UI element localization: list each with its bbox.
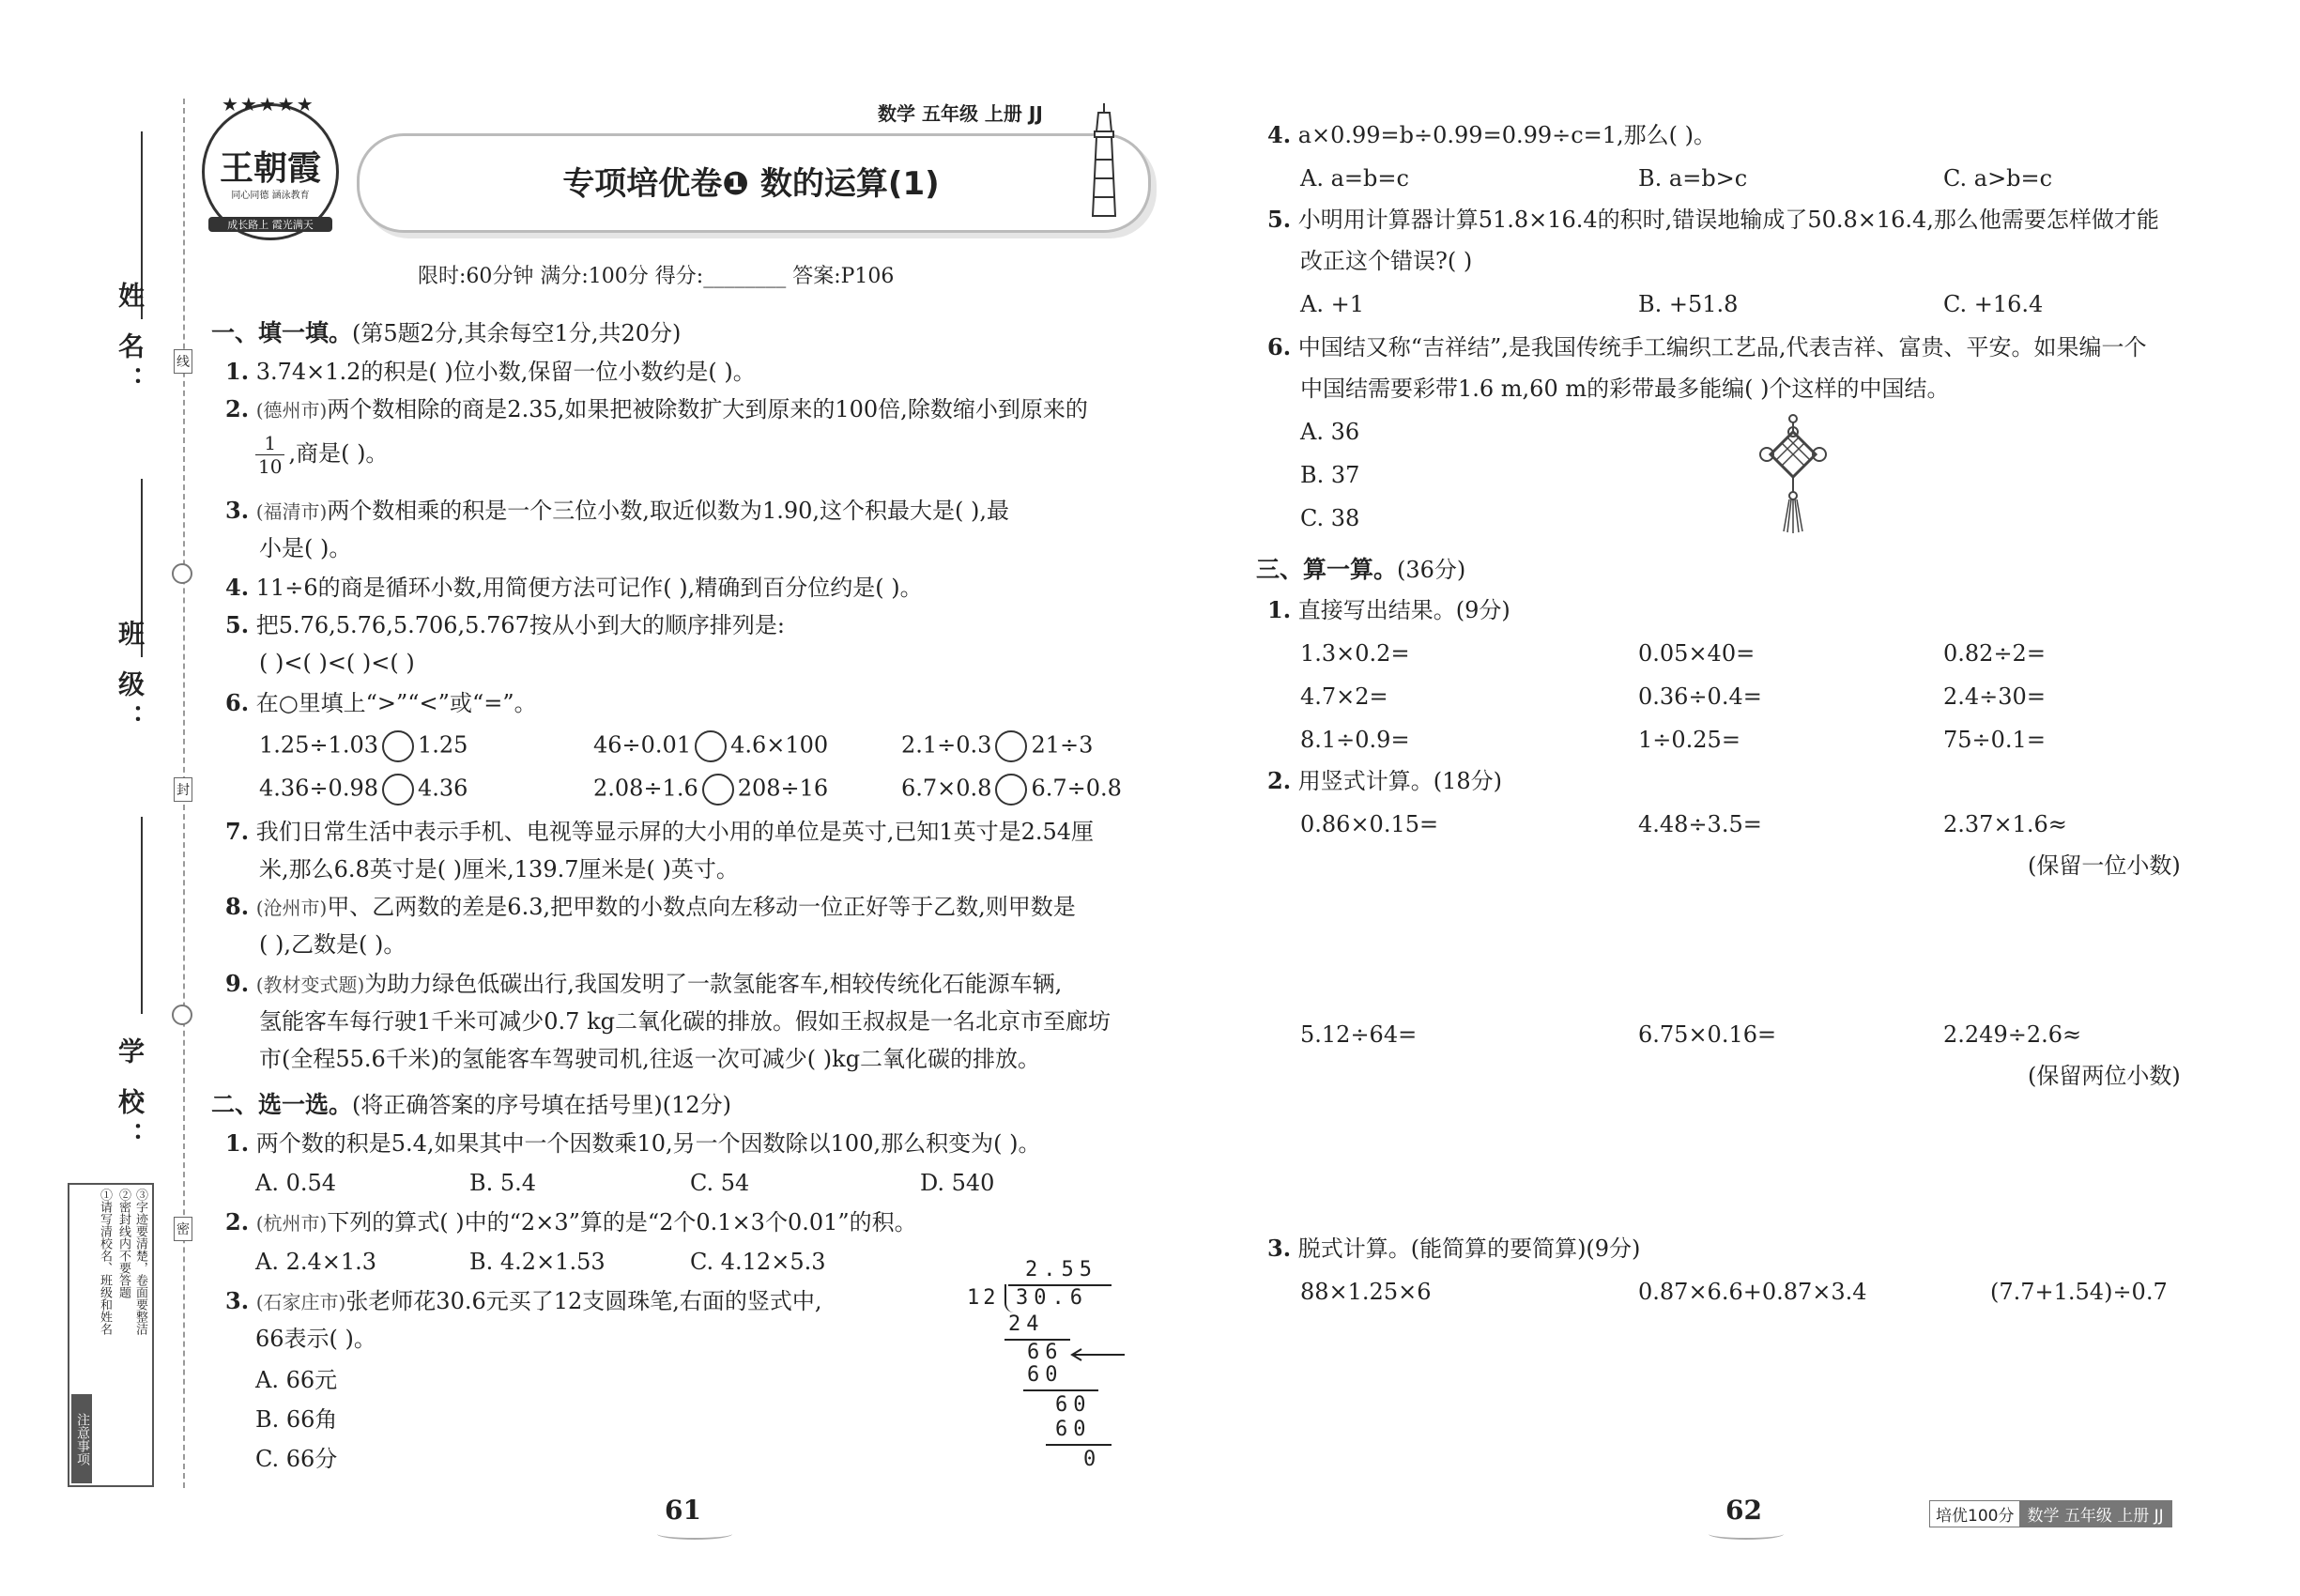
division-row: 66 [1027, 1341, 1064, 1364]
seal-char-feng: 封 [174, 777, 192, 802]
section-1-heading [211, 319, 681, 347]
c6-option-c: C. 38 [1300, 505, 1360, 531]
q7-line2: 米,那么6.8英寸是( )厘米,139.7厘米是( )英寸。 [259, 856, 739, 882]
seal-ornament [172, 1005, 192, 1025]
division-divisor: 12 [967, 1286, 1000, 1310]
class-label: 班 级： [115, 620, 146, 738]
k1-item: 1÷0.25= [1638, 727, 1740, 753]
c4: 4. a×0.99=b÷0.99=0.99÷c=1,那么( )。 [1267, 121, 1717, 148]
k2-item: 5.12÷64= [1300, 1021, 1418, 1048]
c4-option-b: B. a=b>c [1638, 165, 1748, 192]
q8-line1: 8. (沧州市)甲、乙两数的差是6.3,把甲数的小数点向左移动一位正好等于乙数,则甲数是 [225, 893, 1076, 920]
arrow-left-icon [1068, 1344, 1127, 1368]
compare-circle[interactable] [995, 774, 1027, 806]
long-division [967, 1258, 1155, 1474]
seal-char-xian: 线 [174, 349, 192, 374]
c3-option-b: B. 66角 [255, 1406, 338, 1433]
compare-circle[interactable] [995, 730, 1027, 762]
division-row: 60 [1055, 1418, 1092, 1441]
c3-line2: 66表示( )。 [255, 1326, 376, 1352]
c1-option-b: B. 5.4 [469, 1170, 537, 1196]
section-2-title: 二、选一选。 [211, 1091, 353, 1118]
c5-option-c: C. +16.4 [1943, 291, 2044, 317]
q5-line1: 5. 把5.76,5.76,5.706,5.767按从小到大的顺序排列是: [225, 611, 785, 638]
c4-option-a: A. a=b=c [1300, 165, 1409, 192]
c5-option-b: B. +51.8 [1638, 291, 1739, 317]
q8-line2: ( ),乙数是( )。 [259, 931, 406, 958]
c2-option-a: A. 2.4×1.3 [255, 1249, 377, 1275]
footer-series [1929, 1500, 2172, 1527]
division-quotient: 2.55 [1025, 1258, 1097, 1281]
k2-item: 2.249÷2.6≈ [1943, 1021, 2082, 1048]
q2-line1: 2. (德州市)两个数相除的商是2.35,如果把被除数扩大到原来的100倍,除数缩小到原来的 [225, 395, 1088, 422]
notes-box [68, 1183, 154, 1487]
k2-note: (保留一位小数) [2028, 852, 2181, 879]
q6-item: 46÷0.01 4.6×100 [593, 730, 828, 762]
c3-option-c: C. 66分 [255, 1446, 338, 1472]
subject-line: 数学 五年级 上册 JJ [878, 102, 1043, 125]
q1: 1. 3.74×1.2的积是( )位小数,保留一位小数约是( )。 [225, 358, 756, 385]
k1-item: 0.82÷2= [1943, 640, 2046, 667]
q6-item: 1.25÷1.03 1.25 [259, 730, 468, 762]
section-3-heading [1256, 556, 1465, 584]
c3-line1: 3. (石家庄市)张老师花30.6元买了12支圆珠笔,右面的竖式中, [225, 1287, 822, 1314]
q3-line1: 3. (福清市)两个数相乘的积是一个三位小数,取近似数为1.90,这个积最大是( ),最 [225, 497, 1009, 524]
division-line [1046, 1444, 1112, 1446]
division-row: 0 [1083, 1448, 1096, 1471]
c4-option-c: C. a>b=c [1943, 165, 2053, 192]
c1-option-a: A. 0.54 [255, 1170, 337, 1196]
q7-line1: 7. 我们日常生活中表示手机、电视等显示屏的大小用的单位是英寸,已知1英寸是2.54厘 [225, 818, 1095, 845]
c5-line2: 改正这个错误?( ) [1300, 248, 1473, 274]
k1: 1. 直接写出结果。(9分) [1267, 596, 1510, 623]
chinese-knot-icon [1756, 413, 1831, 535]
compare-circle[interactable] [702, 774, 734, 806]
k3: 3. 脱式计算。(能简算的要简算)(9分) [1267, 1235, 1641, 1262]
k1-item: 2.4÷30= [1943, 683, 2046, 710]
k2-note: (保留两位小数) [2028, 1063, 2181, 1089]
division-row: 60 [1055, 1393, 1092, 1417]
c6-option-a: A. 36 [1300, 419, 1360, 445]
c6-line1: 6. 中国结又称“吉祥结”,是我国传统手工编织工艺品,代表吉祥、富贵、平安。如果编一个 [1267, 333, 2147, 361]
name-label: 姓 名： [115, 282, 146, 400]
division-line [1023, 1389, 1098, 1391]
k3-item: 88×1.25×6 [1300, 1279, 1432, 1305]
c2-option-c: C. 4.12×5.3 [690, 1249, 826, 1275]
c1: 1. 两个数的积是5.4,如果其中一个因数乘10,另一个因数除以100,那么积变为( )。 [225, 1129, 1041, 1157]
q6: 6. 在○里填上“>”“<”或“=”。 [225, 689, 537, 716]
q9-line2: 氢能客车每行驶1千米可减少0.7 kg二氧化碳的排放。假如王叔叔是一名北京市至廊坊 [259, 1008, 1111, 1035]
q9-line1: 9. (教材变式题)为助力绿色低碳出行,我国发明了一款氢能客车,相较传统化石能源车辆, [225, 970, 1063, 997]
k3-item: 0.87×6.6+0.87×3.4 [1638, 1279, 1867, 1305]
section-3-desc: (36分) [1397, 557, 1466, 583]
page-wave-ornament [657, 1528, 732, 1540]
q6-item: 4.36÷0.98 4.36 [259, 774, 468, 806]
note-3: ③字迹要清楚，卷面要整洁 [133, 1189, 147, 1335]
page-title: 专项培优卷❶ 数的运算(1) [562, 165, 940, 203]
q4: 4. 11÷6的商是循环小数,用简便方法可记作( ),精确到百分位约是( )。 [225, 574, 923, 601]
k2-item: 6.75×0.16= [1638, 1021, 1777, 1048]
k1-item: 75÷0.1= [1943, 727, 2046, 753]
c2: 2. (杭州市)下列的算式( )中的“2×3”算的是“2个0.1×3个0.01”的积。 [225, 1208, 917, 1235]
division-row: 60 [1027, 1363, 1064, 1387]
school-underline [141, 817, 143, 1014]
c1-option-c: C. 54 [690, 1170, 750, 1196]
c6-option-b: B. 37 [1300, 462, 1360, 488]
k2-item: 0.86×0.15= [1300, 811, 1439, 837]
division-dividend: 30.6 [1016, 1286, 1088, 1310]
footer-text: 数学 五年级 上册 JJ [2019, 1501, 2170, 1527]
k1-item: 0.36÷0.4= [1638, 683, 1762, 710]
k2: 2. 用竖式计算。(18分) [1267, 767, 1502, 794]
c5-line1: 5. 小明用计算器计算51.8×16.4的积时,错误地输成了50.8×16.4,那么他需要怎样做才能 [1267, 206, 2159, 233]
page-number-left: 61 [665, 1495, 701, 1526]
logo-stars: ★★★★★ [222, 93, 315, 115]
fraction: $\frac{1}{10}$ [255, 434, 284, 476]
exam-meta: 限时:60分钟 满分:100分 得分:________ 答案:P106 [418, 265, 895, 288]
section-2-heading [211, 1091, 731, 1119]
q6-item: 2.08÷1.6 208÷16 [593, 774, 828, 806]
c6-line2: 中国结需要彩带1.6 m,60 m的彩带最多能编( )个这样的中国结。 [1300, 376, 1950, 402]
k1-item: 8.1÷0.9= [1300, 727, 1410, 753]
page-wave-ornament [1709, 1528, 1784, 1540]
q2-line2: $\frac{1}{10}$ ,商是( )。 [255, 434, 388, 476]
compare-circle[interactable] [382, 730, 414, 762]
k2-item: 2.37×1.6≈ [1943, 811, 2067, 837]
compare-circle[interactable] [695, 730, 727, 762]
q6-item: 6.7×0.8 6.7÷0.8 [901, 774, 1122, 806]
c5-option-a: A. +1 [1300, 291, 1364, 317]
section-1-desc: (第5题2分,其余每空1分,共20分) [352, 320, 682, 346]
q6-item: 2.1÷0.3 21÷3 [901, 730, 1093, 762]
footer-badge: 培优100分 [1930, 1501, 2019, 1527]
k1-item: 1.3×0.2= [1300, 640, 1410, 667]
section-1-title: 一、填一填。 [211, 319, 353, 346]
compare-circle[interactable] [382, 774, 414, 806]
logo-text: 王朝霞 [219, 148, 321, 188]
q9-line3: 市(全程55.6千米)的氢能客车驾驶司机,往返一次可减少( )kg二氧化碳的排放。 [259, 1046, 1041, 1072]
note-2: ②密封线内不要答题 [116, 1189, 130, 1298]
brand-logo [202, 93, 339, 240]
seal-ornament [172, 563, 192, 584]
k3-item: (7.7+1.54)÷0.7 [1990, 1279, 2168, 1305]
c3-option-a: A. 66元 [255, 1367, 338, 1393]
q5-line2: ( )<( )<( )<( ) [259, 650, 415, 676]
notes-title: 注意事项 [71, 1394, 92, 1483]
k1-item: 4.7×2= [1300, 683, 1388, 710]
c2-option-b: B. 4.2×1.53 [469, 1249, 606, 1275]
k1-item: 0.05×40= [1638, 640, 1756, 667]
seal-char-mi: 密 [174, 1217, 192, 1241]
note-1: ①请写清校名、班级和姓名 [98, 1189, 112, 1335]
section-3-title: 三、算一算。 [1256, 556, 1398, 583]
logo-banner: 成长路上 霞光满天 [208, 217, 332, 232]
section-2-desc: (将正确答案的序号填在括号里)(12分) [352, 1092, 732, 1118]
lighthouse-icon [1087, 103, 1121, 223]
q3-line2: 小是( )。 [259, 535, 352, 561]
page-number-right: 62 [1725, 1495, 1762, 1526]
school-label: 学 校： [115, 1037, 146, 1156]
division-bracket [1004, 1284, 1014, 1312]
c1-option-d: D. 540 [920, 1170, 995, 1196]
division-row: 24 [1008, 1312, 1045, 1336]
k2-item: 4.48÷3.5= [1638, 811, 1762, 837]
logo-subtext: 同心同德 涵泳教育 [231, 191, 310, 201]
